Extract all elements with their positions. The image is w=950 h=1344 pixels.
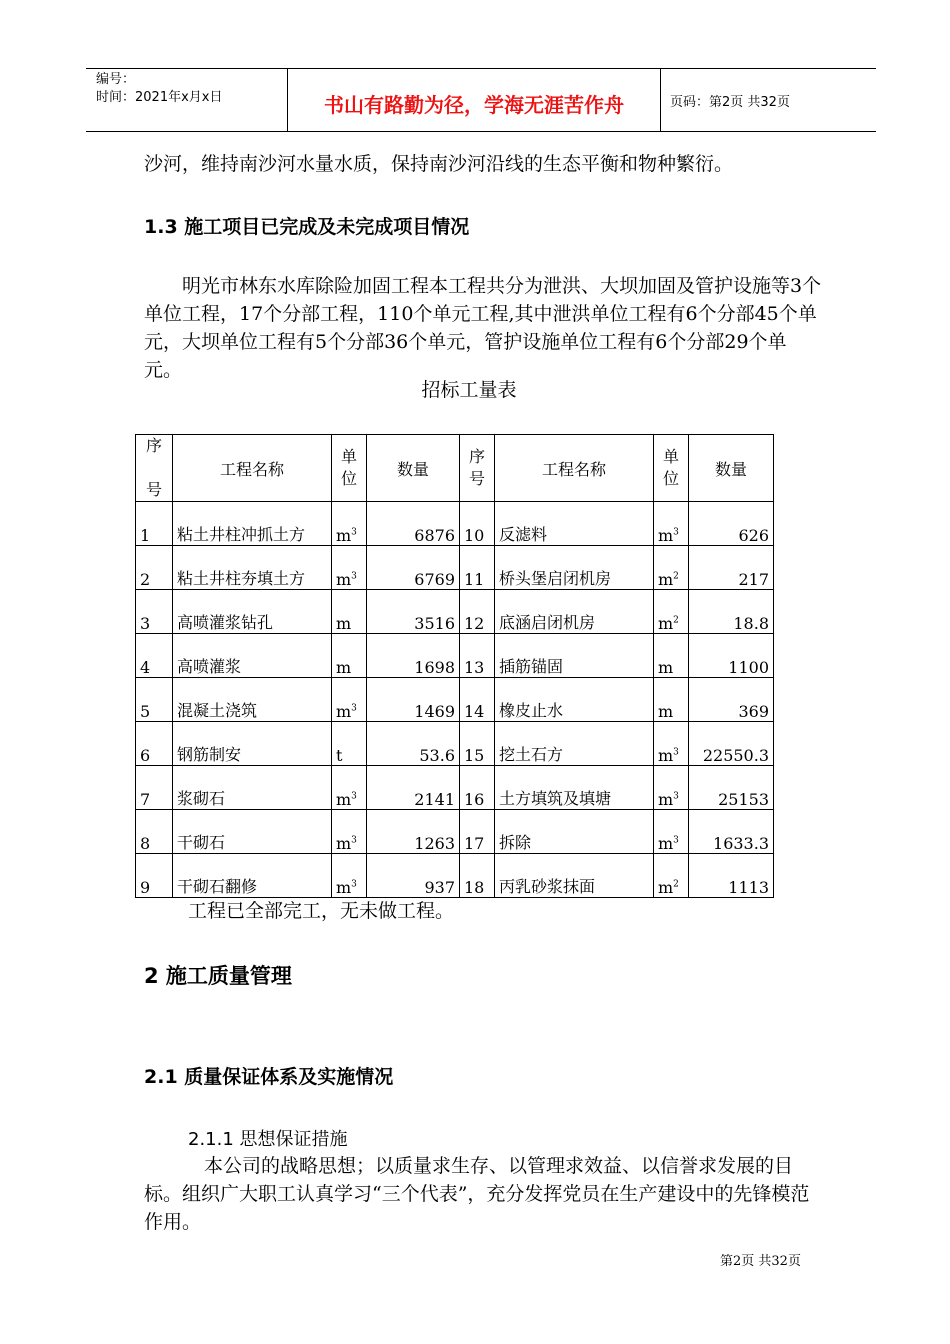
unit-cell	[654, 634, 689, 678]
seq-cell: 11	[460, 546, 495, 590]
name-cell: 干砌石	[173, 810, 332, 854]
table-row	[136, 502, 774, 546]
header-cell-name: 工程名称	[173, 435, 332, 502]
header-motto: 书山有路勤为径，学海无涯苦作舟	[324, 93, 624, 117]
quantity-table-body	[136, 435, 774, 898]
unit-text: m	[658, 790, 674, 809]
unit-text: m	[658, 570, 674, 589]
unit-cell	[332, 722, 367, 766]
seq-cell: 15	[460, 722, 495, 766]
header-cell-qty: 数量	[367, 435, 460, 502]
header-cell-name: 工程名称	[495, 435, 654, 502]
name-cell: 浆砌石	[173, 766, 332, 810]
section-1-3-heading: 1.3 施工项目已完成及未完成项目情况	[144, 216, 470, 238]
name-cell: 混凝土浇筑	[173, 678, 332, 722]
unit-exponent: 2	[673, 615, 679, 626]
unit-exponent: 3	[351, 527, 357, 538]
unit-exponent: 3	[351, 791, 357, 802]
header-cell-seq: 序 号	[136, 435, 173, 502]
table-row	[136, 766, 774, 810]
quantity-cell: 1113	[689, 854, 774, 898]
name-cell: 干砌石翻修	[173, 854, 332, 898]
unit-text: m	[336, 702, 352, 721]
section-2-1-heading: 2.1 质量保证体系及实施情况	[144, 1066, 394, 1088]
quantity-cell: 53.6	[367, 722, 460, 766]
seq-cell: 7	[136, 766, 173, 810]
unit-cell	[654, 722, 689, 766]
name-cell: 反滤料	[495, 502, 654, 546]
unit-cell	[332, 634, 367, 678]
table-row	[136, 634, 774, 678]
seq-cell: 13	[460, 634, 495, 678]
section-2-heading: 2 施工质量管理	[144, 964, 292, 988]
seq-cell: 5	[136, 678, 173, 722]
header-page-info: 页码：第2页 共32页	[670, 95, 790, 110]
unit-exponent: 3	[351, 703, 357, 714]
unit-cell	[654, 502, 689, 546]
unit-text: m	[336, 658, 352, 677]
name-cell: 高喷灌浆	[173, 634, 332, 678]
intro-text: 沙河，维持南沙河水量水质，保持南沙河沿线的生态平衡和物种繁衍。	[144, 153, 734, 175]
unit-text: m	[658, 658, 674, 677]
unit-exponent: 3	[673, 791, 679, 802]
unit-text: m	[658, 526, 674, 545]
unit-cell	[332, 854, 367, 898]
unit-text: m	[336, 570, 352, 589]
table-row	[136, 590, 774, 634]
seq-cell: 8	[136, 810, 173, 854]
name-cell: 桥头堡启闭机房	[495, 546, 654, 590]
seq-cell: 4	[136, 634, 173, 678]
unit-text: m	[336, 878, 352, 897]
name-cell: 粘土井柱冲抓土方	[173, 502, 332, 546]
quantity-table	[135, 434, 774, 898]
name-cell: 拆除	[495, 810, 654, 854]
table-row	[136, 546, 774, 590]
unit-cell	[332, 766, 367, 810]
seq-cell: 14	[460, 678, 495, 722]
quantity-cell: 6876	[367, 502, 460, 546]
header-cell-unit: 单 位	[332, 435, 367, 502]
unit-cell	[654, 810, 689, 854]
unit-cell	[654, 854, 689, 898]
unit-cell	[332, 810, 367, 854]
name-cell: 粘土井柱夯填土方	[173, 546, 332, 590]
name-cell: 钢筋制安	[173, 722, 332, 766]
unit-exponent: 2	[673, 571, 679, 582]
unit-text: m	[336, 834, 352, 853]
header-divider	[660, 69, 661, 131]
name-cell: 底涵启闭机房	[495, 590, 654, 634]
unit-cell	[332, 590, 367, 634]
seq-cell: 17	[460, 810, 495, 854]
section-1-3-paragraph: 明光市林东水库除险加固工程本工程共分为泄洪、大坝加固及管护设施等3个单位工程，17个分部工程，110个单元工程,其中泄洪单位工程有6个分部45个单元，大坝单位工程有5个分部36个单元，管护设施单位工程有6个分部29个单元。	[144, 275, 822, 381]
quantity-cell: 369	[689, 678, 774, 722]
name-cell: 插筋锚固	[495, 634, 654, 678]
unit-exponent: 3	[673, 747, 679, 758]
seq-cell: 3	[136, 590, 173, 634]
unit-cell	[654, 678, 689, 722]
seq-cell: 6	[136, 722, 173, 766]
table-row	[136, 678, 774, 722]
unit-cell	[332, 546, 367, 590]
unit-cell	[654, 546, 689, 590]
unit-text: m	[658, 878, 674, 897]
unit-cell	[332, 502, 367, 546]
quantity-cell: 22550.3	[689, 722, 774, 766]
name-cell: 土方填筑及填塘	[495, 766, 654, 810]
page-header	[86, 68, 876, 132]
seq-cell: 12	[460, 590, 495, 634]
quantity-cell: 626	[689, 502, 774, 546]
name-cell: 丙乳砂浆抹面	[495, 854, 654, 898]
unit-text: m	[336, 790, 352, 809]
footer-page-info: 第2页 共32页	[720, 1254, 801, 1269]
quantity-cell: 1263	[367, 810, 460, 854]
header-cell-unit: 单 位	[654, 435, 689, 502]
header-cell-seq: 序 号	[460, 435, 495, 502]
name-cell: 橡皮止水	[495, 678, 654, 722]
table-row	[136, 722, 774, 766]
unit-text: m	[658, 746, 674, 765]
quantity-cell: 1698	[367, 634, 460, 678]
quantity-cell: 217	[689, 546, 774, 590]
unit-exponent: 3	[673, 835, 679, 846]
quantity-cell: 2141	[367, 766, 460, 810]
table-row	[136, 810, 774, 854]
header-date: 时间：2021年x月x日	[96, 90, 223, 105]
quantity-cell: 6769	[367, 546, 460, 590]
table-title: 招标工量表	[421, 379, 517, 401]
seq-cell: 18	[460, 854, 495, 898]
quantity-cell: 18.8	[689, 590, 774, 634]
completion-note: 工程已全部完工，无未做工程。	[188, 900, 455, 922]
section-2-1-1-heading: 2.1.1 思想保证措施	[188, 1129, 348, 1150]
unit-text: m	[658, 834, 674, 853]
section-2-1-1-paragraph: 本公司的战略思想；以质量求生存、以管理求效益、以信誉求发展的目标。组织广大职工认真学习“三个代表”，充分发挥党员在生产建设中的先锋模范作用。	[144, 1155, 810, 1233]
unit-exponent: 3	[351, 879, 357, 890]
quantity-cell: 3516	[367, 590, 460, 634]
seq-cell: 1	[136, 502, 173, 546]
unit-exponent: 2	[673, 879, 679, 890]
quantity-cell: 1469	[367, 678, 460, 722]
unit-text: t	[336, 746, 343, 765]
unit-cell	[332, 678, 367, 722]
quantity-cell: 937	[367, 854, 460, 898]
quantity-cell: 1633.3	[689, 810, 774, 854]
seq-cell: 10	[460, 502, 495, 546]
quantity-cell: 1100	[689, 634, 774, 678]
unit-exponent: 3	[351, 835, 357, 846]
unit-exponent: 3	[673, 527, 679, 538]
header-meta	[96, 71, 222, 107]
table-header-row	[136, 435, 774, 502]
quantity-cell: 25153	[689, 766, 774, 810]
unit-cell	[654, 590, 689, 634]
unit-text: m	[658, 614, 674, 633]
name-cell: 挖土石方	[495, 722, 654, 766]
header-number: 编号：	[96, 72, 136, 87]
unit-exponent: 3	[351, 571, 357, 582]
seq-cell: 2	[136, 546, 173, 590]
unit-text: m	[336, 614, 352, 633]
header-cell-qty: 数量	[689, 435, 774, 502]
name-cell: 高喷灌浆钻孔	[173, 590, 332, 634]
table-row	[136, 854, 774, 898]
unit-text: m	[336, 526, 352, 545]
seq-cell: 16	[460, 766, 495, 810]
unit-text: m	[658, 702, 674, 721]
unit-cell	[654, 766, 689, 810]
seq-cell: 9	[136, 854, 173, 898]
